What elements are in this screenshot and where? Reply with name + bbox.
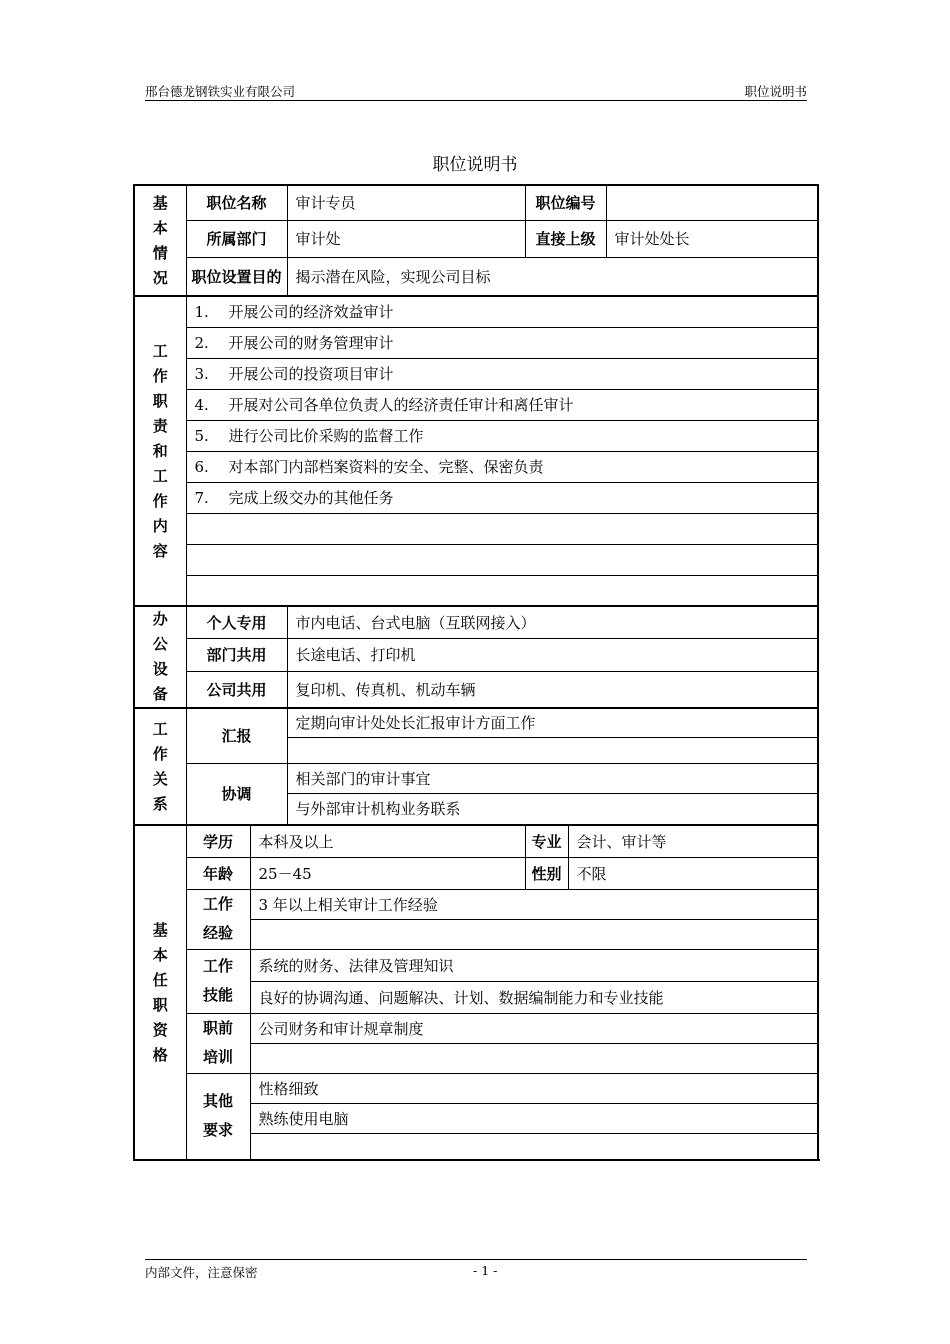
training-value: 公司财务和审计规章制度 [250,1013,818,1043]
experience-label: 工作 经验 [186,889,250,949]
section-equipment: 办 公 设 备 [134,606,186,708]
age-value: 25－45 [250,857,525,889]
superior-value: 审计处处长 [606,220,818,257]
report-blank [287,737,818,763]
education-value: 本科及以上 [250,825,525,857]
purpose-label: 职位设置目的 [186,257,287,296]
report-value: 定期向审计处处长汇报审计方面工作 [287,708,818,737]
purpose-value: 揭示潜在风险，实现公司目标 [287,257,818,296]
department-value: 审计处 [287,220,525,257]
confidential-note: 内部文件，注意保密 [145,1265,258,1280]
duty-item: 3. 开展公司的投资项目审计 [186,358,818,389]
section-relations: 工 作 关 系 [134,708,186,825]
position-name-value: 审计专员 [287,185,525,220]
coordinate-value-1: 相关部门的审计事宜 [287,763,818,793]
dept-equipment-label: 部门共用 [186,639,287,672]
other-requirement-1: 性格细致 [250,1073,818,1103]
training-blank [250,1043,818,1073]
gender-label: 性别 [525,857,568,889]
superior-label: 直接上级 [525,220,606,257]
experience-blank [250,919,818,949]
other-requirement-blank [250,1133,818,1160]
section-qualifications: 基 本 任 职 资 格 [134,825,186,1160]
training-label: 职前 培训 [186,1013,250,1073]
company-name: 邢台德龙钢铁实业有限公司 [145,84,296,99]
page-footer [145,1259,807,1280]
coordinate-value-2: 与外部审计机构业务联系 [287,793,818,825]
header-doc-type: 职位说明书 [744,84,807,99]
dept-equipment-value: 长途电话、打印机 [287,639,818,672]
age-label: 年龄 [186,857,250,889]
other-requirements-label: 其他 要求 [186,1073,250,1160]
duty-blank-row [186,575,818,606]
job-description-table [133,184,819,1161]
page-number: - 1 - [473,1263,498,1278]
section-basic-info: 基 本 情 况 [134,185,186,296]
duty-item: 2. 开展公司的财务管理审计 [186,327,818,358]
personal-equipment-label: 个人专用 [186,606,287,639]
position-no-label: 职位编号 [525,185,606,220]
skills-value-1: 系统的财务、法律及管理知识 [250,949,818,981]
coordinate-label: 协调 [186,763,287,825]
gender-value: 不限 [568,857,818,889]
duty-blank-row [186,544,818,575]
company-equipment-value: 复印机、传真机、机动车辆 [287,671,818,708]
skills-label: 工作 技能 [186,949,250,1013]
other-requirement-2: 熟练使用电脑 [250,1103,818,1133]
position-name-label: 职位名称 [186,185,287,220]
duty-item: 7. 完成上级交办的其他任务 [186,482,818,513]
major-value: 会计、审计等 [568,825,818,857]
position-no-value [606,185,818,220]
page-title: 职位说明书 [432,155,518,175]
education-label: 学历 [186,825,250,857]
duty-item: 5. 进行公司比价采购的监督工作 [186,420,818,451]
skills-value-2: 良好的协调沟通、问题解决、计划、数据编制能力和专业技能 [250,981,818,1013]
page-header [145,82,807,101]
personal-equipment-value: 市内电话、台式电脑（互联网接入） [287,606,818,639]
experience-value: 3 年以上相关审计工作经验 [250,889,818,919]
duty-item: 1. 开展公司的经济效益审计 [186,296,818,327]
company-equipment-label: 公司共用 [186,671,287,708]
major-label: 专业 [525,825,568,857]
section-duties: 工 作 职 责 和 工 作 内 容 [134,296,186,606]
duty-blank-row [186,513,818,544]
report-label: 汇报 [186,708,287,763]
duty-item: 4. 开展对公司各单位负责人的经济责任审计和离任审计 [186,389,818,420]
duty-item: 6. 对本部门内部档案资料的安全、完整、保密负责 [186,451,818,482]
department-label: 所属部门 [186,220,287,257]
